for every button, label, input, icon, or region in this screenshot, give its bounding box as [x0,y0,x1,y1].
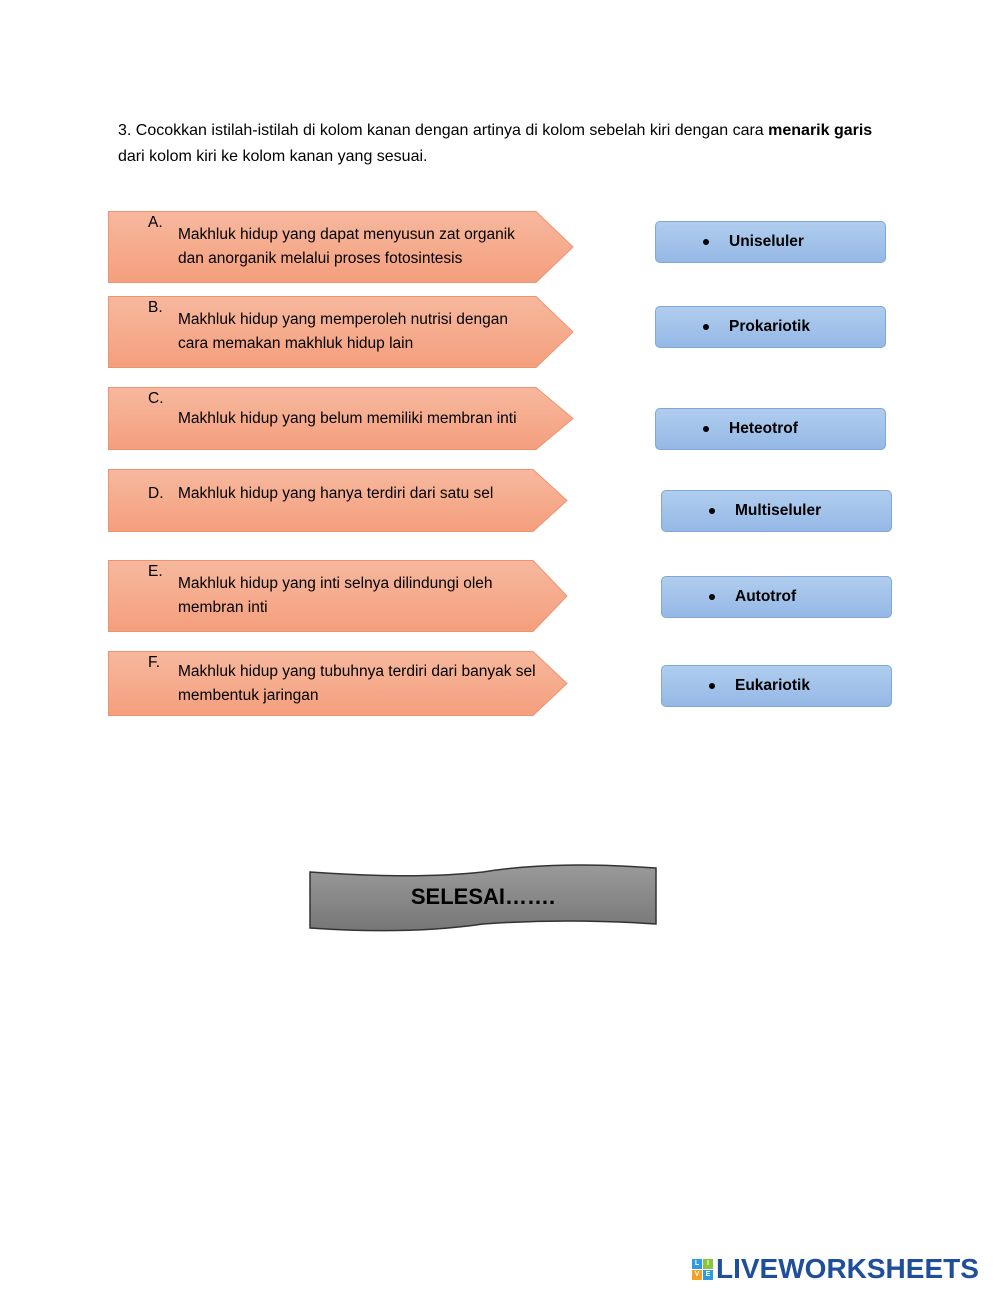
term-label: Eukariotik [735,677,810,694]
term-label: Prokariotik [729,318,810,335]
definition-text: Makhluk hidup yang dapat menyusun zat organik dan anorganik melalui proses fotosintesis [178,226,515,267]
definition-b[interactable] [108,296,574,368]
instruction-text [118,118,878,170]
bullet-icon [703,324,709,330]
logo-tile: V [692,1270,702,1280]
definition-a[interactable] [108,211,574,283]
definition-letter: C. [148,390,164,407]
bullet-icon [709,683,715,689]
definition-text: Makhluk hidup yang tubuhnya terdiri dari banyak sel membentuk jaringan [178,662,536,704]
bullet-icon [703,426,709,432]
instruction-bold: menarik garis [768,122,873,139]
instruction-part-2: dari kolom kiri ke kolom kanan yang sesuai. [118,148,428,165]
selesai-banner [308,862,658,934]
definition-text: Makhluk hidup yang belum memiliki membran inti [178,409,517,427]
bullet-icon [709,508,715,514]
logo-tile: E [703,1270,713,1280]
definition-letter: E. [148,563,163,580]
term-multiseluler[interactable] [661,490,892,532]
term-eukariotik[interactable] [661,665,892,707]
definition-letter: D. [148,485,164,502]
term-label: Uniseluler [729,233,804,250]
definition-text: Makhluk hidup yang memperoleh nutrisi dengan cara memakan makhluk hidup lain [178,311,509,352]
term-heteotrof[interactable] [655,408,886,450]
definition-letter: A. [148,214,163,231]
definition-d[interactable] [108,469,568,532]
bullet-icon [703,239,709,245]
logo-text: LIVEWORKSHEETS [716,1253,979,1284]
definition-c[interactable] [108,387,574,450]
definition-letter: F. [148,654,161,671]
logo-tile: I [703,1259,713,1269]
logo-tiles-icon [692,1259,713,1280]
instruction-part-1: 3. Cocokkan istilah-istilah di kolom kanan dengan artinya di kolom sebelah kiri dengan cara [118,122,769,139]
term-label: Heteotrof [729,420,798,437]
liveworksheets-logo [692,1252,979,1286]
term-label: Multiseluler [735,502,822,519]
definition-f[interactable] [108,651,568,716]
bullet-icon [709,594,715,600]
logo-tile: L [692,1259,702,1269]
banner-label: SELESAI……. [410,884,556,909]
term-label: Autotrof [735,588,797,605]
term-uniseluler[interactable] [655,221,886,263]
definition-e[interactable] [108,560,568,632]
definition-letter: B. [148,299,163,316]
term-prokariotik[interactable] [655,306,886,348]
term-autotrof[interactable] [661,576,892,618]
definition-text: Makhluk hidup yang hanya terdiri dari satu sel [178,485,494,502]
definition-text: Makhluk hidup yang inti selnya dilindungi oleh membran inti [178,575,493,616]
